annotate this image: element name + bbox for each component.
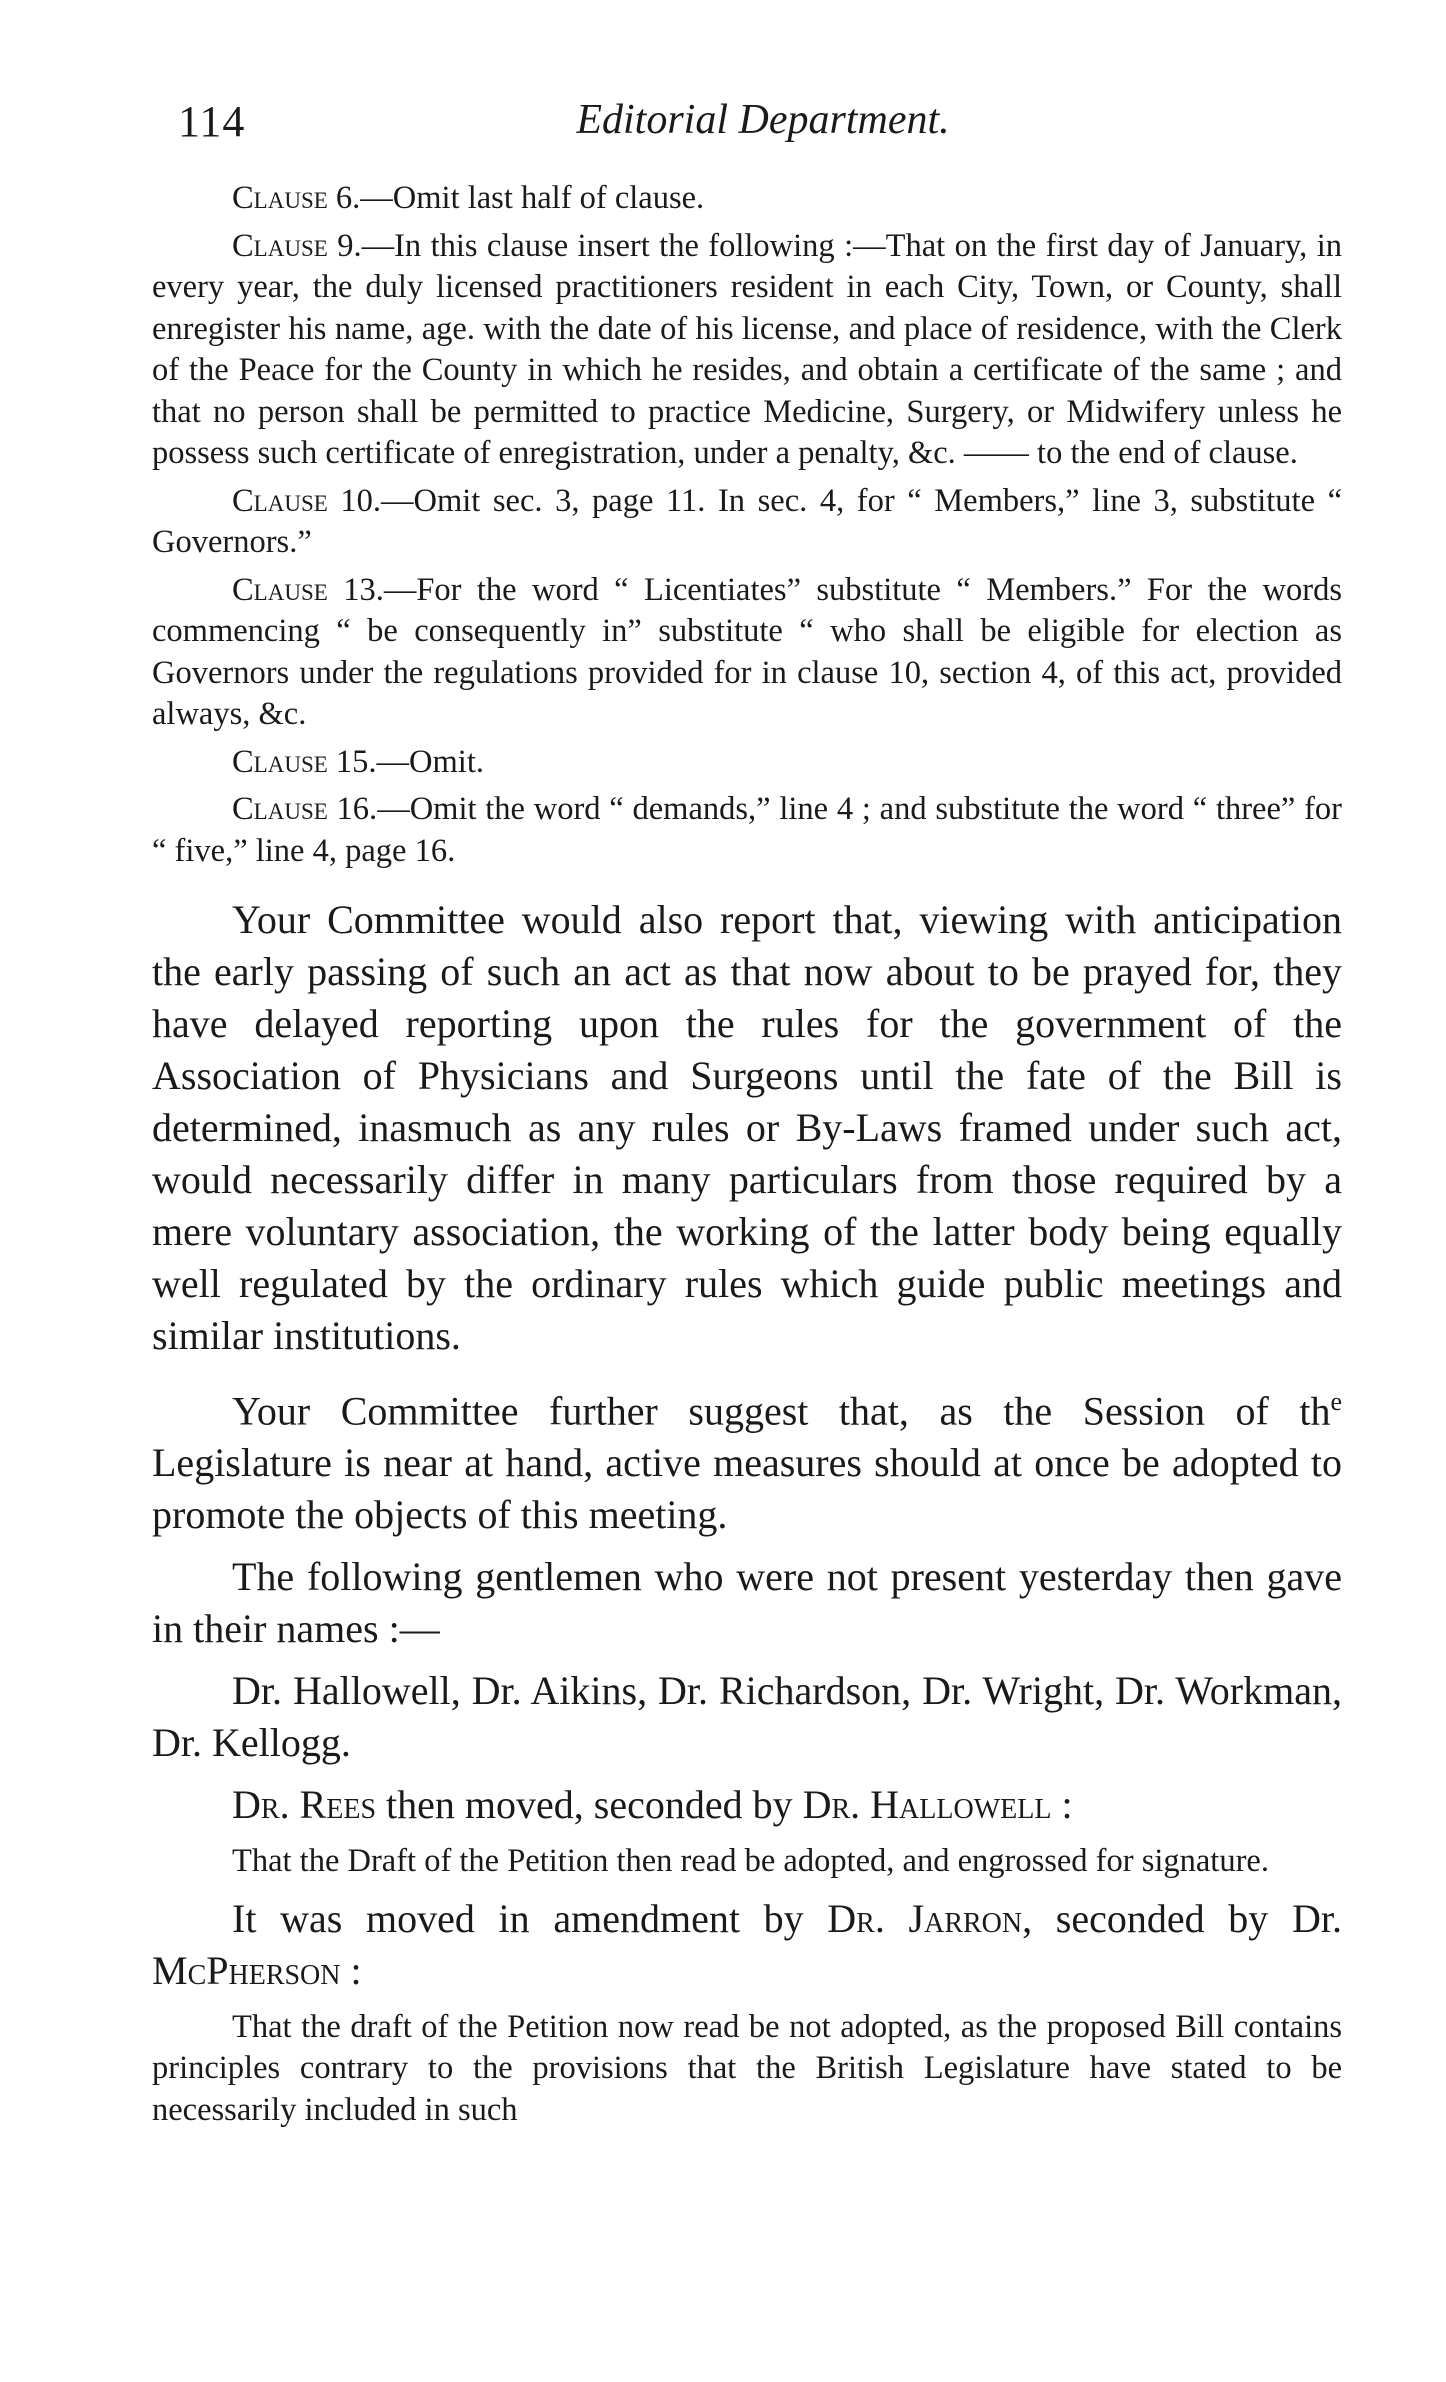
superscript-e: e [1330, 1387, 1342, 1416]
page-body [152, 172, 1342, 2131]
suggestion-text-start: Your Committee further suggest that, as the Session of th [232, 1388, 1331, 1434]
motion-intro-text: then moved, seconded by [376, 1782, 803, 1828]
clause-label: Clause 15. [232, 743, 377, 780]
mover-name: Dr. Rees [232, 1782, 377, 1828]
clause-label: Clause 16. [232, 791, 378, 827]
committee-suggestion-paragraph [152, 1376, 1342, 1541]
committee-report-paragraph: Your Committee would also report that, viewing with anticipation the early passing of such an act as that now about to be prayed for, they have delayed reporting upon the rules for the government of the Association of Physicians and Surgeons until the fate of the Bill is determined, inasmuch as any rules or By-Laws framed under such act, would necessarily differ in many particulars from those required by a mere voluntary association, the working of the latter body being equally well regulated by the ordinary rules which guide public meetings and similar institutions. [152, 897, 1342, 1358]
clause-label: Clause 13. [232, 571, 384, 608]
seconder-name: Dr. Hallowell [802, 1782, 1052, 1828]
clause-13 [152, 570, 1342, 736]
clause-16 [152, 789, 1342, 872]
names-paragraph: Dr. Hallowell, Dr. Aikins, Dr. Richardson, Dr. Wright, Dr. Workman, Dr. Kellogg. [152, 1668, 1342, 1766]
amendment-seconded-text: , seconded by Dr. [1022, 1895, 1342, 1941]
amendment-intro-text: It was moved in amendment by [232, 1895, 828, 1941]
clause-text: —Omit. [376, 743, 484, 780]
clause-6 [152, 178, 1342, 220]
amendment-text: That the draft of the Petition now read be not adopted, as the proposed Bill contains principles contrary to the provisions that the British Legislature have stated to be necessarily included in such [152, 2008, 1342, 2128]
page-number: 114 [178, 97, 246, 146]
gentlemen-paragraph: The following gentlemen who were not present yesterday then gave in their names :— [152, 1554, 1342, 1652]
amendment-intro-paragraph [152, 1893, 1342, 1997]
clause-15 [152, 742, 1342, 784]
amendment-colon: : [340, 1947, 362, 1993]
amendment-mover-name: Dr. Jarron [827, 1895, 1023, 1941]
clause-text: —In this clause insert the following :—That on the first day of January, in every year, the duly licensed practitioners resident in each City, Town, or County, shall enregister his name, age. with the date of his license, and place of residence, with the Clerk of the Peace for the County in which he resides, and obtain a certificate of the same ; and that no person shall be permitted to practice Medicine, Surgery, or Midwifery unless he possess such certificate of enregistration, under a penalty, &c. —— to the end of clause. [152, 227, 1342, 471]
clause-text: —Omit the word “ demands,” line 4 ; and substitute the word “ three” for “ five,” line 4, page 16. [152, 791, 1342, 869]
motion-intro-colon: : [1051, 1782, 1073, 1828]
page-header [178, 96, 1348, 156]
clause-9 [152, 226, 1342, 475]
amendment-seconder-name: McPherson [152, 1947, 341, 1993]
clause-text: —For the word “ Licentiates” substitute “ Members.” For the words commencing “ be consequently in” substitute “ who shall be eligible for election as Governors under the regulations provided for in clause 10, section 4, of this act, provided always, &c. [152, 571, 1343, 732]
motion-text: That the Draft of the Petition then read be adopted, and engrossed for signature. [232, 1843, 1269, 1880]
running-head: Editorial Department. [576, 97, 950, 143]
clause-text: —Omit last half of clause. [360, 180, 705, 216]
clause-10 [152, 481, 1342, 564]
motion-intro-paragraph [152, 1779, 1342, 1831]
clause-text: —Omit sec. 3, page 11. In sec. 4, for “ Members,” line 3, substitute “ Governors.” [152, 482, 1342, 560]
clause-label: Clause 9. [232, 227, 362, 264]
clause-label: Clause 10. [232, 482, 381, 519]
suggestion-text-end: Legislature is near at hand, active measures should at once be adopted to promote the objects of this meeting. [152, 1440, 1342, 1538]
clause-label: Clause 6. [232, 180, 361, 216]
